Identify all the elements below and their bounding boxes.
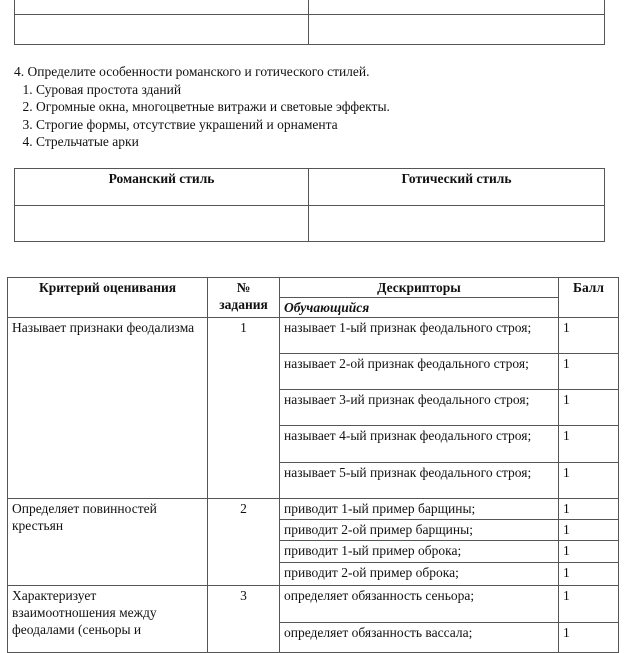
score: 1 bbox=[559, 318, 619, 354]
task-item: 1. Суровая простота зданий bbox=[36, 81, 390, 99]
descriptor: приводит 2-ой пример оброка; bbox=[280, 563, 559, 586]
criterion: Определяет повинностей крестьян bbox=[8, 499, 208, 586]
score: 1 bbox=[559, 541, 619, 563]
task-item: 3. Строгие формы, отсутствие украшений и орнамента bbox=[36, 116, 390, 134]
score-header: Балл bbox=[559, 278, 619, 318]
score: 1 bbox=[559, 520, 619, 541]
cell[interactable] bbox=[309, 15, 605, 45]
score: 1 bbox=[559, 563, 619, 586]
task-list bbox=[14, 81, 390, 151]
descriptor: называет 1-ый признак феодального строя; bbox=[280, 318, 559, 354]
score: 1 bbox=[559, 623, 619, 653]
descriptor: называет 4-ый признак феодального строя; bbox=[280, 426, 559, 463]
task-num-header: № задания bbox=[208, 278, 280, 318]
descriptor: приводит 2-ой пример барщины; bbox=[280, 520, 559, 541]
descriptors-header: Дескрипторы bbox=[280, 278, 559, 298]
task-num: 1 bbox=[208, 318, 280, 499]
descriptor: приводит 1-ый пример барщины; bbox=[280, 499, 559, 520]
learner-subheader: Обучающийся bbox=[280, 298, 559, 318]
cell[interactable] bbox=[15, 0, 309, 15]
descriptor: приводит 1-ый пример оброка; bbox=[280, 541, 559, 563]
score: 1 bbox=[559, 463, 619, 499]
cell[interactable] bbox=[15, 15, 309, 45]
answer-table-top bbox=[14, 0, 605, 45]
task-item: 2. Огромные окна, многоцветные витражи и световые эффекты. bbox=[36, 98, 390, 116]
task-title: 4. Определите особенности романского и готического стилей. bbox=[14, 64, 370, 79]
score: 1 bbox=[559, 354, 619, 390]
task-item: 4. Стрельчатые арки bbox=[36, 133, 390, 151]
task-num: 2 bbox=[208, 499, 280, 586]
criterion: Характеризует взаимоотношения между феодалами (сеньоры и bbox=[8, 586, 208, 653]
descriptor: называет 3-ий признак феодального строя; bbox=[280, 390, 559, 426]
styles-table bbox=[14, 168, 605, 242]
gothic-header: Готический стиль bbox=[309, 169, 605, 206]
score: 1 bbox=[559, 499, 619, 520]
rubric-table bbox=[7, 277, 619, 653]
cell[interactable] bbox=[309, 0, 605, 15]
romanesque-header: Романский стиль bbox=[15, 169, 309, 206]
descriptor: определяет обязанность сеньора; bbox=[280, 586, 559, 623]
descriptor: определяет обязанность вассала; bbox=[280, 623, 559, 653]
task-num: 3 bbox=[208, 586, 280, 653]
gothic-cell[interactable] bbox=[309, 206, 605, 242]
score: 1 bbox=[559, 426, 619, 463]
task-4 bbox=[14, 63, 390, 151]
score: 1 bbox=[559, 586, 619, 623]
romanesque-cell[interactable] bbox=[15, 206, 309, 242]
descriptor: называет 2-ой признак феодального строя; bbox=[280, 354, 559, 390]
criterion: Называет признаки феодализма bbox=[8, 318, 208, 499]
descriptor: называет 5-ый признак феодального строя; bbox=[280, 463, 559, 499]
criterion-header: Критерий оценивания bbox=[8, 278, 208, 318]
score: 1 bbox=[559, 390, 619, 426]
